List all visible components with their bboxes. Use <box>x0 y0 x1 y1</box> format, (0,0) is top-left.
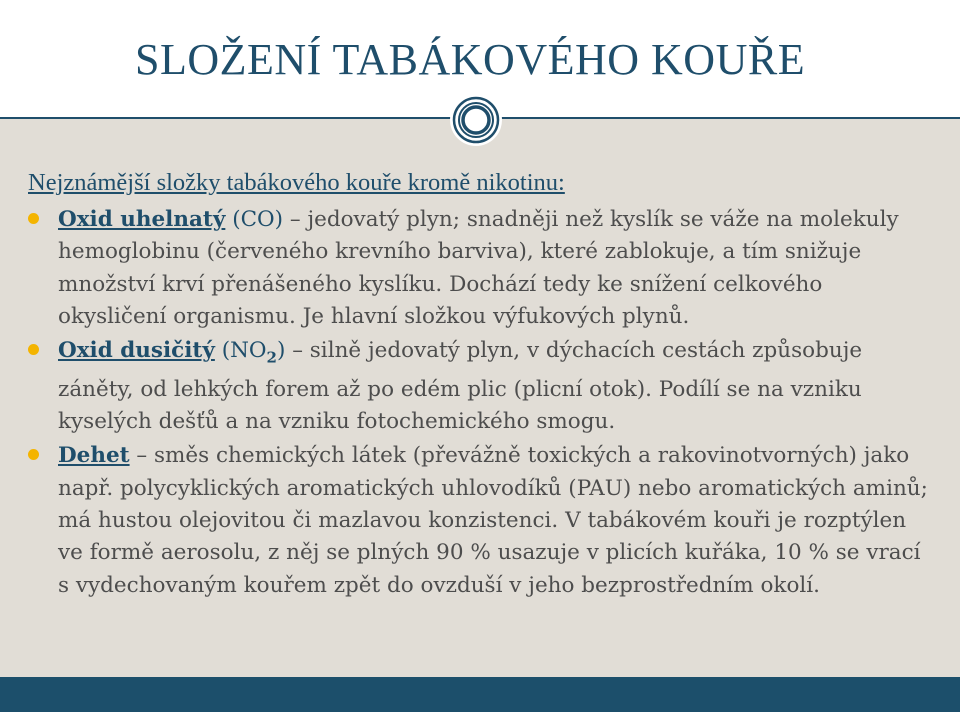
bullet-list <box>22 204 934 604</box>
bullet-dot-icon <box>28 344 39 355</box>
formula: (CO) <box>232 207 284 232</box>
term: Oxid uhelnatý <box>58 207 226 232</box>
slide-title: SLOŽENÍ TABÁKOVÉHO KOUŘE <box>135 35 806 84</box>
intro-text: Nejznámější složky tabákového kouře kromě nikotinu: <box>28 169 565 196</box>
description: – silně jedovatý plyn, v dýchacích cestách způsobuje záněty, od lehkých forem až po edém plic (plicní otok). Podílí se na vzniku kyselých dešťů a na vzniku fotochemického smogu. <box>58 338 863 435</box>
list-item <box>22 440 934 601</box>
list-item <box>22 335 934 438</box>
formula: $(NO_2)$ <box>221 338 286 367</box>
term: Oxid dusičitý <box>58 338 215 364</box>
list-item <box>22 204 934 333</box>
description: – směs chemických látek (převážně toxických a rakovinotvorných) jako např. polycyklických aromatických uhlovodíků (PAU) nebo aromatických aminů; má hustou olejovitou či mazlavou konzistenci. V tabákovém kouři je rozptýlen ve formě aerosolu, z něj se plných 90 % usazuje v plicích kuřáka, 10 % se vrací s vydechovaným kouřem zpět do ovzduší v jeho bezprostředním okolí. <box>58 443 928 598</box>
description: – jedovatý plyn; snadněji než kyslík se váže na molekuly hemoglobinu (červeného krevního barviva), které zablokuje, a tím snižuje množství krví přenášeného kyslíku. Dochází tedy ke snížení celkového okysličení organismu. Je hlavní složkou výfukových plynů. <box>58 207 899 329</box>
slide-footer <box>0 677 960 712</box>
bullet-dot-icon <box>28 449 39 460</box>
concentric-circles-icon <box>452 96 500 144</box>
bullet-dot-icon <box>28 213 39 224</box>
term: Dehet <box>58 443 130 469</box>
